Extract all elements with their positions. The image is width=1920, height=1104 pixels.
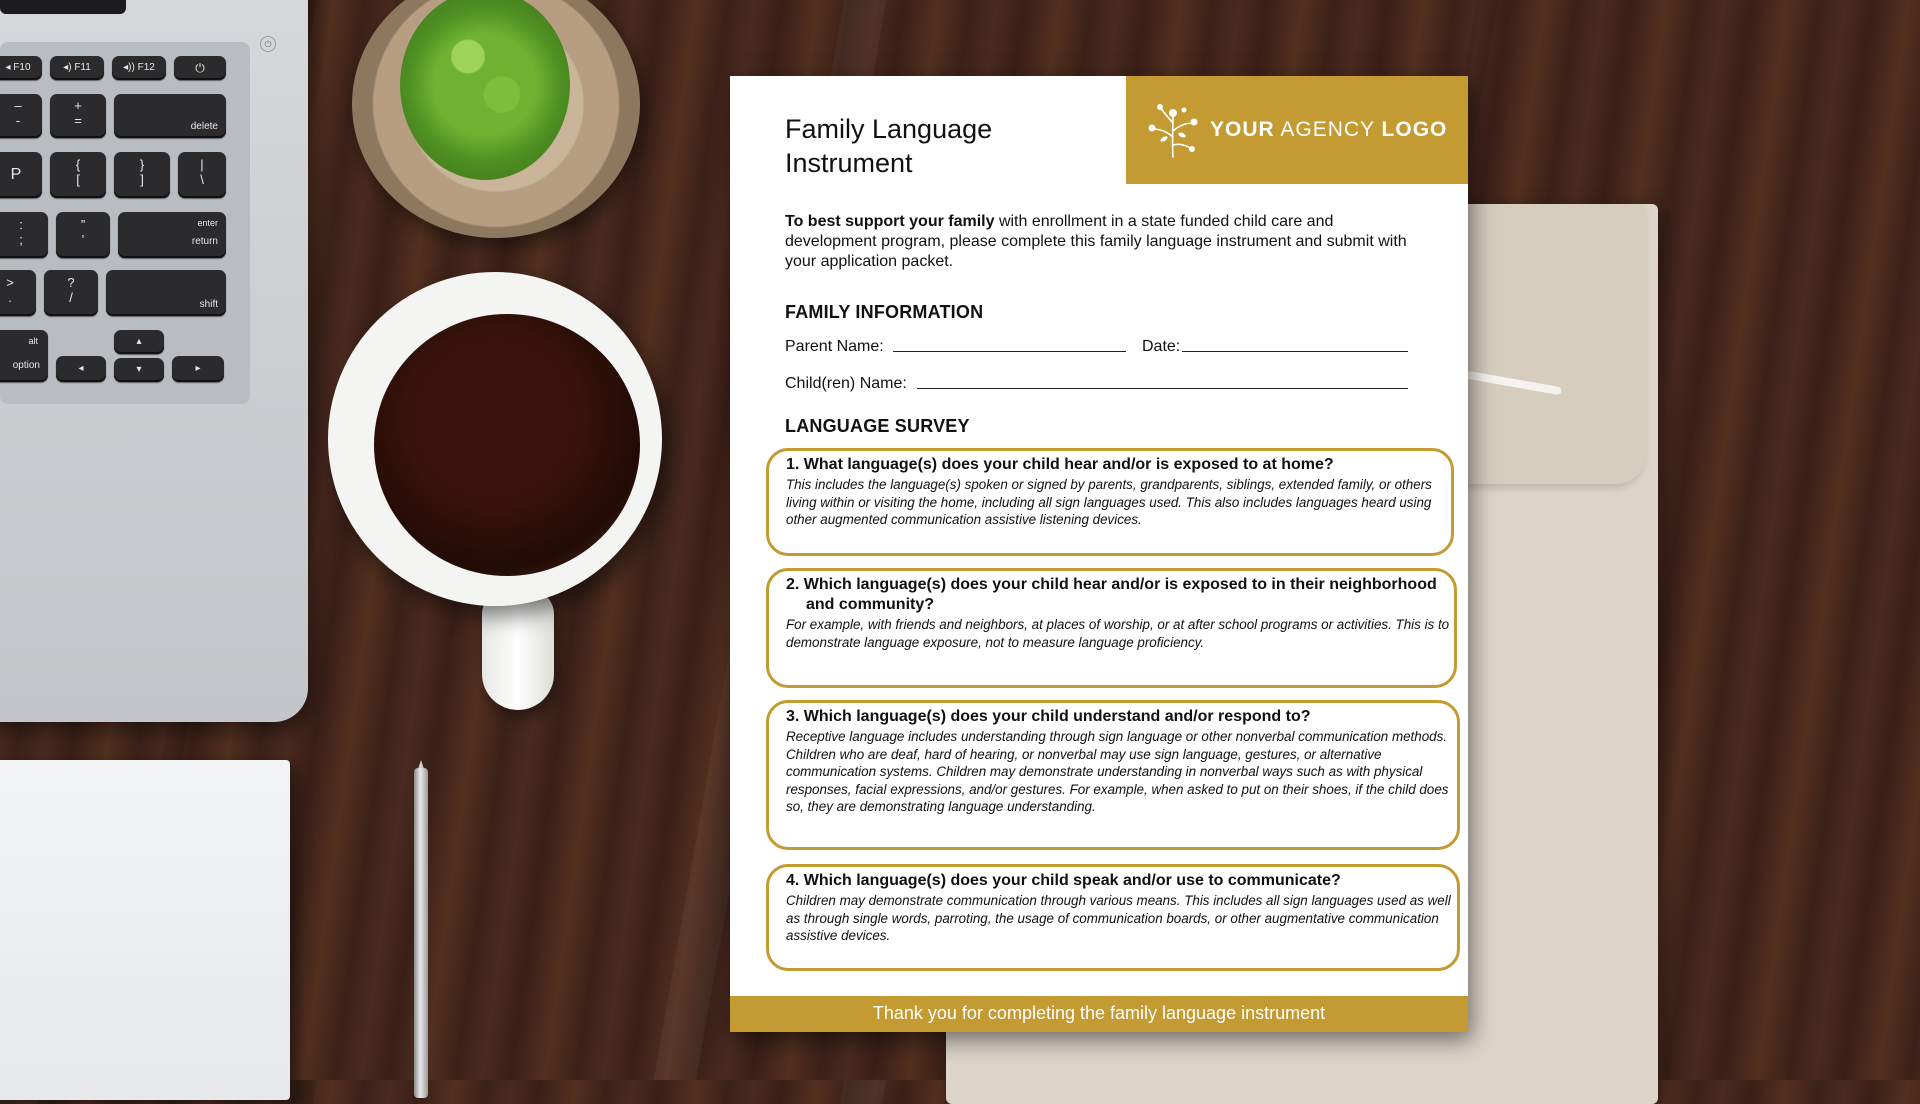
- question-number: 4.: [786, 872, 800, 889]
- key-gt: [0, 270, 36, 316]
- envelope-flap: [1466, 204, 1646, 484]
- key-label: /: [69, 290, 73, 305]
- question-3[interactable]: [766, 700, 1460, 850]
- question-title: [786, 575, 1454, 615]
- key-shift: [106, 270, 226, 316]
- key-label: >: [6, 275, 14, 290]
- power-icon: ⏻: [260, 36, 276, 52]
- key-arrow-up: ▴: [114, 330, 164, 354]
- key-label: {: [75, 157, 81, 172]
- key-label: ]: [140, 172, 144, 187]
- key-power: ⏻: [174, 56, 226, 80]
- agency-logo: [1126, 76, 1468, 184]
- key-label: -: [15, 113, 21, 128]
- key-label: \: [200, 172, 204, 187]
- key-f10: ◂ F10: [0, 56, 42, 80]
- floral-sprig-icon: [1142, 101, 1204, 159]
- key-arrow-right: ▸: [172, 356, 224, 382]
- document-page: [730, 76, 1468, 1032]
- key-label: ?: [67, 275, 75, 290]
- key-f11: ◂) F11: [50, 56, 104, 80]
- logo-text: [1210, 118, 1447, 142]
- key-rbrace: [114, 152, 170, 198]
- key-label: P: [10, 166, 22, 183]
- question-text: Which language(s) does your child hear and/or is exposed to in their neighborhood and community?: [803, 576, 1437, 613]
- question-4[interactable]: [766, 864, 1460, 971]
- parent-name-label: Parent Name:: [785, 338, 884, 355]
- key-lbrace: [50, 152, 106, 198]
- keyboard: [0, 42, 250, 404]
- children-name-label: Child(ren) Name:: [785, 375, 907, 392]
- question-title: [786, 707, 1457, 727]
- key-label: .: [8, 290, 12, 305]
- date-label: Date:: [1142, 338, 1181, 355]
- laptop-hinge: [0, 0, 126, 14]
- children-name-field[interactable]: [917, 388, 1408, 389]
- question-description: Receptive language includes understanding through sign language or other nonverbal communication methods. Children who are deaf, hard of hearing, or nonverbal may use sign language, gestures, or alternative communication systems. Children may demonstrate understanding in nonverbal ways such as with physical responses, facial expressions, and/or gestures. For example, when asked to put on their shoes, if the child does so, they are demonstrating language understanding.: [786, 729, 1449, 814]
- question-description: Children may demonstrate communication through various means. This includes all sign languages used as well as through single words, parroting, the usage of communication boards, or other augmentative communication assistive devices.: [786, 893, 1451, 943]
- question-title: [786, 871, 1457, 891]
- key-label: F12: [137, 62, 155, 73]
- key-arrow-left: ◂: [56, 356, 106, 382]
- intro-bold: To best support your family: [785, 213, 995, 230]
- language-survey-heading: LANGUAGE SURVEY: [785, 416, 970, 436]
- question-text: Which language(s) does your child speak and/or use to communicate?: [803, 872, 1341, 889]
- key-label: }: [139, 157, 145, 172]
- key-label: ’: [81, 232, 85, 247]
- logo-word-2: AGENCY: [1280, 118, 1375, 141]
- date-field[interactable]: [1182, 351, 1408, 352]
- question-description: For example, with friends and neighbors, at places of worship, or at after school programs or activities. This is to demonstrate language exposure, not to measure language proficiency.: [786, 617, 1450, 650]
- key-label: F10: [13, 62, 31, 73]
- key-colon: [0, 212, 48, 258]
- question-description: This includes the language(s) spoken or signed by parents, grandparents, siblings, extended family, or others living within or visiting the home, including all sign languages used. This also includes languages heard using other augmented communication assistive listening devices.: [786, 477, 1432, 527]
- key-label: option: [12, 360, 40, 371]
- logo-word-3: LOGO: [1381, 118, 1448, 141]
- key-label: –: [14, 98, 22, 113]
- key-label: |: [200, 157, 204, 172]
- key-option: [0, 330, 48, 382]
- family-info-heading: FAMILY INFORMATION: [785, 302, 984, 322]
- key-label: shift: [199, 299, 218, 310]
- key-label: [: [76, 172, 80, 187]
- pen: [414, 768, 428, 1098]
- key-delete: [114, 94, 226, 138]
- key-label: F11: [74, 62, 91, 73]
- key-minus: [0, 94, 42, 138]
- key-label: +: [74, 98, 82, 113]
- key-f12: ◂)) F12: [112, 56, 166, 80]
- key-label: =: [74, 113, 82, 128]
- key-question: [44, 270, 98, 316]
- question-title: [786, 455, 1451, 475]
- key-plus: [50, 94, 106, 138]
- key-arrow-down: ▾: [114, 358, 164, 382]
- question-1[interactable]: [766, 448, 1454, 556]
- logo-word-1: YOUR: [1210, 118, 1275, 141]
- question-number: 3.: [786, 708, 800, 725]
- question-2[interactable]: [766, 568, 1457, 688]
- key-label: ”: [80, 217, 86, 232]
- key-label: :: [19, 217, 23, 232]
- mug-handle: [482, 590, 554, 710]
- question-text: Which language(s) does your child understand and/or respond to?: [803, 708, 1311, 725]
- laptop: [0, 0, 308, 722]
- key-return: [118, 212, 226, 258]
- notepad: [0, 760, 290, 1100]
- footer-thank-you: Thank you for completing the family language instrument: [730, 996, 1468, 1032]
- question-number: 2.: [786, 576, 800, 593]
- intro-paragraph: [785, 212, 1425, 272]
- parent-name-field[interactable]: [893, 351, 1126, 352]
- key-label: alt: [28, 336, 38, 346]
- document-title: Family Language Instrument: [785, 114, 993, 178]
- coffee: [374, 314, 640, 576]
- key-p: [0, 152, 42, 198]
- key-quote: [56, 212, 110, 258]
- key-label: enter: [197, 218, 218, 228]
- key-label: return: [191, 236, 218, 247]
- key-pipe: [178, 152, 226, 198]
- key-label: ;: [19, 232, 23, 247]
- question-number: 1.: [786, 456, 800, 473]
- key-label: delete: [190, 121, 218, 132]
- question-text: What language(s) does your child hear and/or is exposed to at home?: [803, 456, 1334, 473]
- intro-rest: with enrollment in a state funded child care and development program, please complete this family language instrument and submit with your application packet.: [785, 213, 1407, 270]
